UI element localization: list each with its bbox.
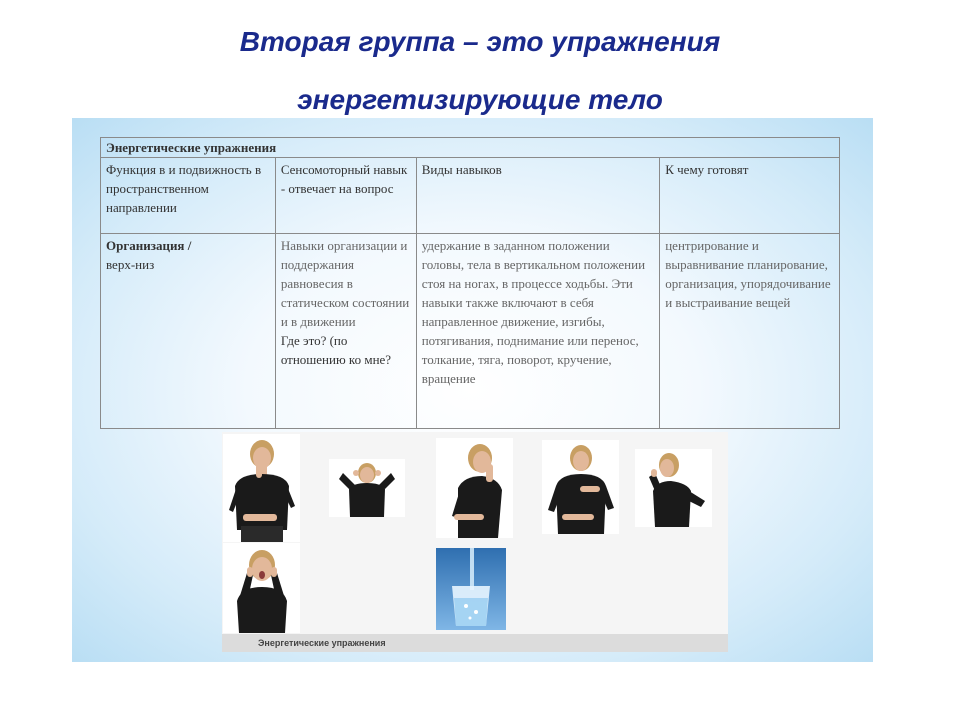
function-bold-text: Организация /	[106, 238, 192, 253]
woman-hand-on-cheek-photo	[436, 438, 513, 538]
table-header: Энергетические упражнения	[101, 138, 840, 158]
woman-hand-on-chin-and-belly-photo	[223, 434, 300, 542]
glass-of-water-photo	[436, 548, 506, 630]
slide-title-line-1: Вторая группа – это упражнения	[239, 26, 721, 57]
woman-hand-on-chest-photo	[542, 440, 619, 534]
photo-caption: Энергетические упражнения	[222, 634, 728, 652]
skill-question-text: Где это? (по отношению ко мне?	[280, 333, 392, 367]
row-function-cell	[101, 234, 276, 429]
row-kinds-cell: удержание в заданном положении головы, тела в вертикальном положении стоя на ногах, в процессе ходьбы. Эти навыки также включают в себя направленное движение, изгибы, потягивания, поднимание или перенос, толкание, тяга, поворот, кручение, вращение	[416, 234, 660, 429]
column-header-prepares: К чему готовят	[660, 158, 840, 234]
slide-title-line-2: энергетизирующие тело	[297, 84, 663, 115]
row-prepares-cell: центрирование и выравнивание планирование, организация, упорядочивание и выстраивание вещей	[660, 234, 840, 429]
woman-yawning-photo	[223, 543, 300, 633]
woman-hands-on-ears-photo	[329, 459, 405, 517]
column-header-function: Функция в и подвижность в пространственном направлении	[101, 158, 276, 234]
exercises-table	[100, 137, 840, 429]
skill-main-text: Навыки организации и поддержания равновесия в статическом состоянии и в движении	[280, 238, 410, 329]
column-header-skill: Сенсомоторный навык - отвечает на вопрос	[275, 158, 416, 234]
column-header-kinds: Виды навыков	[416, 158, 660, 234]
function-direction-text: верх-низ	[106, 257, 155, 272]
row-skill-cell	[275, 234, 416, 429]
woman-arm-raised-photo	[635, 449, 712, 527]
